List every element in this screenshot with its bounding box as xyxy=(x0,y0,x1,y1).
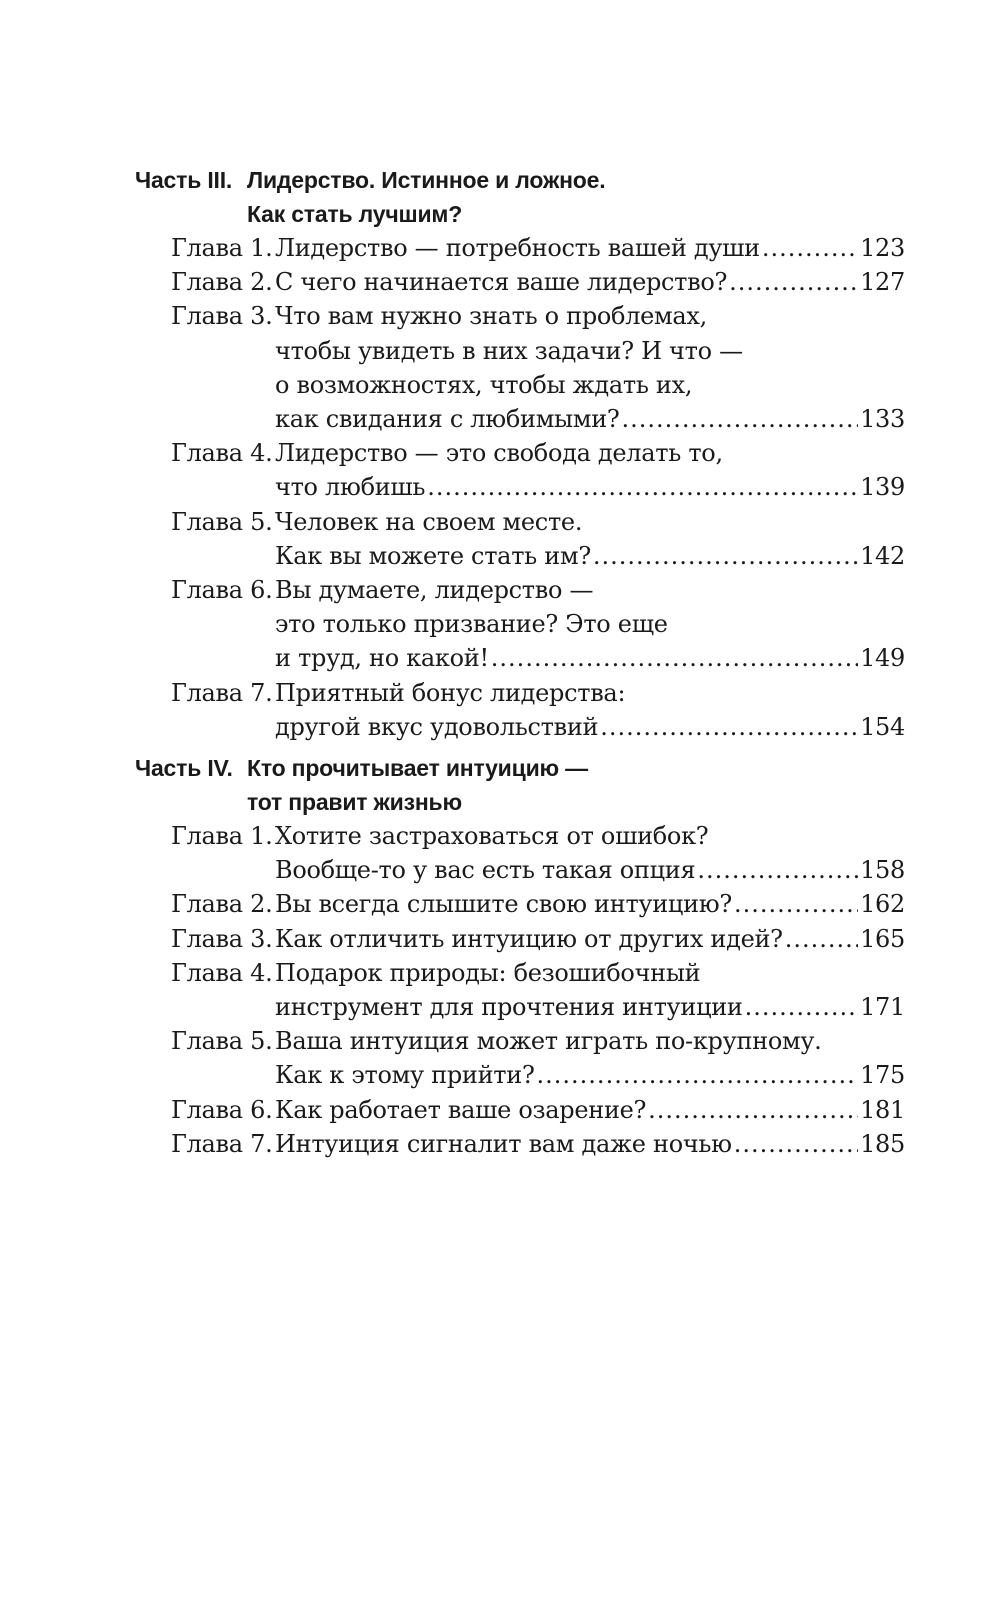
chapter-title-text: Приятный бонус лидерства: xyxy=(275,678,626,707)
page-number: 133 xyxy=(860,405,905,434)
chapter-label: Глава 4. xyxy=(171,958,273,987)
toc-entry[interactable] xyxy=(135,676,905,744)
toc-entry[interactable] xyxy=(135,956,905,1024)
part-heading xyxy=(135,751,905,819)
toc-entry[interactable] xyxy=(135,1127,905,1161)
chapter-title-text: и труд, но какой! xyxy=(275,644,489,673)
chapter-title-text: Человек на своем месте. xyxy=(275,507,583,536)
page-number: 185 xyxy=(860,1129,905,1158)
dot-leader xyxy=(648,1093,858,1127)
chapter-label: Глава 2. xyxy=(171,268,273,297)
chapter-title-text: Как вы можете стать им? xyxy=(275,541,591,570)
chapter-title-line xyxy=(171,1024,905,1058)
toc-entry[interactable] xyxy=(135,265,905,299)
dot-leader xyxy=(491,641,858,675)
dot-leader xyxy=(785,922,858,956)
chapter-title-line xyxy=(171,922,905,956)
part-title: Лидерство. Истинное и ложное. xyxy=(247,167,606,193)
page-number: 162 xyxy=(860,890,905,919)
chapter-title-text: С чего начинается ваше лидерство? xyxy=(275,268,728,297)
part-heading xyxy=(135,163,905,231)
chapter-label: Глава 3. xyxy=(171,924,273,953)
chapter-title-text: что любишь xyxy=(275,473,426,502)
chapter-label: Глава 1. xyxy=(171,822,273,851)
chapter-title-line xyxy=(171,676,905,710)
toc-entry[interactable] xyxy=(135,505,905,573)
dot-leader xyxy=(537,1058,859,1092)
dot-leader xyxy=(734,1127,858,1161)
dot-leader xyxy=(600,710,858,744)
chapter-title-text: чтобы увидеть в них задачи? И что — xyxy=(275,336,743,365)
toc-entry[interactable] xyxy=(135,436,905,504)
page-number: 123 xyxy=(860,234,905,262)
part-heading-line xyxy=(135,163,905,197)
dot-leader xyxy=(427,470,858,504)
chapter-title-line xyxy=(171,853,905,887)
chapter-title-text: как свидания с любимыми? xyxy=(275,405,620,434)
chapter-title-line xyxy=(171,887,905,921)
dot-leader xyxy=(734,887,858,921)
toc-entry[interactable] xyxy=(135,922,905,956)
toc-entry[interactable] xyxy=(135,1024,905,1092)
part-title: Кто прочитывает интуицию — xyxy=(247,755,588,782)
chapter-title-line xyxy=(171,231,905,265)
chapter-title-text: это только призвание? Это еще xyxy=(275,610,668,639)
chapter-title-text: Хотите застраховаться от ошибок? xyxy=(275,822,709,851)
chapter-list xyxy=(135,819,905,1161)
chapter-title-text: Интуиция сигналит вам даже ночью xyxy=(275,1129,732,1158)
chapter-title-line xyxy=(171,641,905,675)
page-number: 158 xyxy=(860,856,905,885)
chapter-title-line xyxy=(171,607,905,641)
chapter-title-line xyxy=(171,1127,905,1161)
toc-entry[interactable] xyxy=(135,231,905,265)
page-number: 181 xyxy=(860,1095,905,1124)
dot-leader xyxy=(762,231,858,265)
dot-leader xyxy=(729,265,858,299)
chapter-label: Глава 7. xyxy=(171,678,273,707)
chapter-title-line xyxy=(171,470,905,504)
chapter-title-line xyxy=(171,1093,905,1127)
part-heading-line xyxy=(135,751,905,785)
chapter-title-text: о возможностях, чтобы ждать их, xyxy=(275,370,693,399)
chapter-title-line xyxy=(171,265,905,299)
chapter-title-line xyxy=(171,368,905,402)
chapter-title-line xyxy=(171,402,905,436)
chapter-title-line xyxy=(171,956,905,990)
page-number: 154 xyxy=(860,712,905,741)
chapter-title-text: Как отличить интуицию от других идей? xyxy=(275,924,783,953)
chapter-title-text: Лидерство — потребность вашей души xyxy=(275,234,760,262)
chapter-title-line xyxy=(171,436,905,470)
page-number: 175 xyxy=(860,1061,905,1090)
chapter-title-text: другой вкус удовольствий xyxy=(275,712,599,741)
toc-entry[interactable] xyxy=(135,887,905,921)
chapter-label: Глава 7. xyxy=(171,1129,273,1158)
page-number: 142 xyxy=(860,541,905,570)
table-of-contents xyxy=(135,163,905,1161)
chapter-title-line xyxy=(171,505,905,539)
chapter-title-text: инструмент для прочтения интуиции xyxy=(275,993,743,1022)
part-title-continued: Как стать лучшим? xyxy=(247,201,463,227)
chapter-title-text: Вообще-то у вас есть такая опция xyxy=(275,856,696,885)
chapter-title-line xyxy=(171,334,905,368)
chapter-title-line xyxy=(171,990,905,1024)
chapter-title-text: Как к этому прийти? xyxy=(275,1061,535,1090)
chapter-title-line xyxy=(171,819,905,853)
chapter-label: Глава 6. xyxy=(171,1095,273,1124)
chapter-title-text: Ваша интуиция может играть по-крупному. xyxy=(275,1027,822,1056)
chapter-label: Глава 5. xyxy=(171,1027,273,1056)
toc-entry[interactable] xyxy=(135,819,905,887)
chapter-title-line xyxy=(171,299,905,333)
page-number: 171 xyxy=(860,993,905,1022)
page-number: 127 xyxy=(860,268,905,297)
toc-entry[interactable] xyxy=(135,1093,905,1127)
toc-entry[interactable] xyxy=(135,573,905,676)
dot-leader xyxy=(745,990,858,1024)
page-number: 139 xyxy=(860,473,905,502)
part-label: Часть III. xyxy=(135,167,233,193)
chapter-label: Глава 2. xyxy=(171,890,273,919)
dot-leader xyxy=(697,853,858,887)
page-number: 149 xyxy=(860,644,905,673)
dot-leader xyxy=(593,539,858,573)
chapter-title-text: Что вам нужно знать о проблемах, xyxy=(275,302,707,331)
chapter-title-text: Вы всегда слышите свою интуицию? xyxy=(275,890,732,919)
part-title-continued: тот правит жизнью xyxy=(247,789,462,816)
chapter-label: Глава 4. xyxy=(171,439,273,468)
chapter-title-line xyxy=(171,1058,905,1092)
chapter-title-text: Как работает ваше озарение? xyxy=(275,1095,647,1124)
dot-leader xyxy=(622,402,859,436)
chapter-label: Глава 3. xyxy=(171,302,273,331)
toc-entry[interactable] xyxy=(135,299,905,436)
chapter-label: Глава 1. xyxy=(171,234,273,262)
chapter-title-text: Подарок природы: безошибочный xyxy=(275,958,701,987)
chapter-label: Глава 6. xyxy=(171,576,273,605)
chapter-label: Глава 5. xyxy=(171,507,273,536)
chapter-title-line xyxy=(171,573,905,607)
part-label: Часть IV. xyxy=(135,755,233,782)
chapter-title-line xyxy=(171,539,905,573)
chapter-title-text: Вы думаете, лидерство — xyxy=(275,576,594,605)
chapter-title-text: Лидерство — это свобода делать то, xyxy=(275,439,723,468)
chapter-title-line xyxy=(171,710,905,744)
chapter-list xyxy=(135,231,905,744)
page-number: 165 xyxy=(860,924,905,953)
